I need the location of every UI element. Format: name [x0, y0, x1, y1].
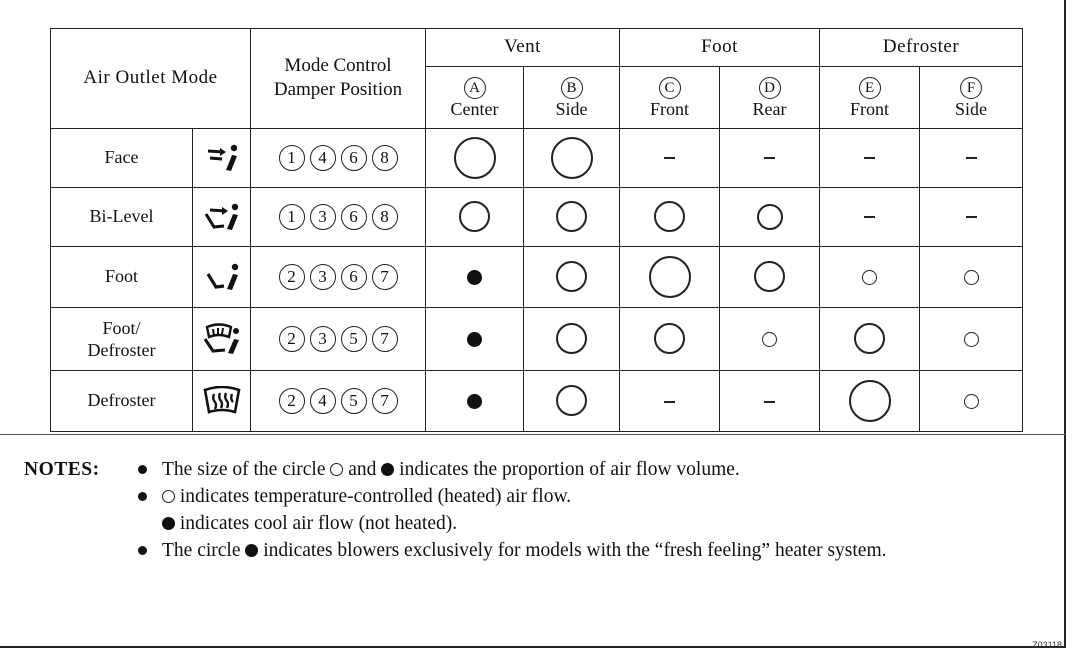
outlet-letter: C	[659, 77, 681, 99]
no-flow-dash	[664, 401, 675, 403]
foot-vent-icon	[193, 246, 251, 307]
damper-positions	[251, 307, 426, 370]
open-circle-icon	[551, 137, 593, 179]
flow-cell	[920, 307, 1023, 370]
flow-cell	[920, 370, 1023, 431]
outlet-header	[620, 66, 720, 128]
note-text: indicates the proportion of air flow volume.	[399, 459, 740, 480]
no-flow-dash	[864, 157, 875, 159]
note-text: The size of the circle	[162, 459, 326, 480]
damper-position-number: 4	[310, 145, 336, 171]
no-flow-dash	[764, 157, 775, 159]
mode-name-line: Face	[104, 147, 139, 168]
damper-position-number: 3	[310, 264, 336, 290]
note-circle-size	[138, 456, 1058, 483]
outlet-header	[426, 66, 524, 128]
flow-cell	[820, 246, 920, 307]
header-group-defroster: Defroster	[820, 29, 1023, 67]
open-circle-icon	[754, 261, 785, 292]
outlet-header	[820, 66, 920, 128]
open-circle-icon	[654, 201, 685, 232]
damper-position-number: 8	[372, 145, 398, 171]
flow-cell	[524, 370, 620, 431]
outlet-header	[920, 66, 1023, 128]
flow-cell	[524, 246, 620, 307]
damper-positions	[251, 370, 426, 431]
flow-cell	[820, 370, 920, 431]
flow-cell	[620, 128, 720, 187]
defroster-icon	[193, 370, 251, 431]
bullet-icon	[138, 465, 147, 474]
flow-cell	[920, 246, 1023, 307]
damper-positions	[251, 246, 426, 307]
table-row	[51, 246, 1023, 307]
mode-name-line: Bi-Level	[89, 206, 154, 227]
solid-circle-icon	[381, 463, 394, 476]
header-group-vent: Vent	[426, 29, 620, 67]
note-cool-flow	[162, 510, 1058, 537]
figure-code: Z03118	[1032, 640, 1062, 650]
open-circle-icon	[862, 270, 877, 285]
outlet-letter: A	[464, 77, 486, 99]
notes-label: NOTES:	[24, 459, 100, 480]
no-flow-dash	[664, 157, 675, 159]
header-damper-position	[251, 29, 426, 129]
header-damper-line1: Mode Control	[284, 55, 392, 77]
mode-name	[51, 246, 193, 307]
outlet-letter: F	[960, 77, 982, 99]
open-circle-icon	[330, 463, 343, 476]
face-vent-icon	[193, 128, 251, 187]
outlet-name: Side	[555, 98, 588, 119]
flow-cell	[820, 128, 920, 187]
damper-positions	[251, 187, 426, 246]
open-circle-icon	[459, 201, 490, 232]
open-circle-icon	[854, 323, 885, 354]
outlet-name: Front	[850, 98, 890, 119]
foot-defroster-icon	[193, 307, 251, 370]
outlet-letter: B	[561, 77, 583, 99]
damper-position-number: 5	[341, 326, 367, 352]
no-flow-dash	[966, 157, 977, 159]
solid-circle-icon	[162, 517, 175, 530]
damper-position-number: 1	[279, 204, 305, 230]
note-fresh-feeling	[138, 537, 1058, 564]
bullet-icon	[138, 492, 147, 501]
open-circle-icon	[964, 332, 979, 347]
flow-cell	[524, 187, 620, 246]
table-row	[51, 370, 1023, 431]
damper-position-number: 3	[310, 204, 336, 230]
flow-cell	[620, 307, 720, 370]
no-flow-dash	[764, 401, 775, 403]
flow-cell	[720, 307, 820, 370]
solid-circle-icon	[245, 544, 258, 557]
mode-name	[51, 307, 193, 370]
flow-cell	[820, 187, 920, 246]
mode-name	[51, 128, 193, 187]
outlet-letter: E	[859, 77, 881, 99]
damper-position-number: 6	[341, 264, 367, 290]
open-circle-icon	[454, 137, 496, 179]
damper-position-number: 7	[372, 264, 398, 290]
flow-cell	[720, 370, 820, 431]
open-circle-icon	[964, 270, 979, 285]
damper-position-number: 5	[341, 388, 367, 414]
outlet-letter: D	[759, 77, 781, 99]
flow-cell	[426, 307, 524, 370]
mode-name	[51, 187, 193, 246]
outlet-header	[524, 66, 620, 128]
note-text: The circle	[162, 540, 241, 561]
damper-position-number: 1	[279, 145, 305, 171]
damper-position-number: 4	[310, 388, 336, 414]
damper-position-number: 2	[279, 388, 305, 414]
flow-cell	[720, 128, 820, 187]
damper-position-number: 3	[310, 326, 336, 352]
flow-cell	[820, 307, 920, 370]
mode-name-line: Defroster	[87, 339, 156, 360]
mode-name-line: Foot	[104, 266, 138, 287]
outlet-name: Side	[955, 98, 988, 119]
flow-cell	[426, 246, 524, 307]
solid-circle-icon	[467, 394, 482, 409]
table-row	[51, 187, 1023, 246]
mode-name	[51, 370, 193, 431]
table-row	[51, 307, 1023, 370]
header-group-foot: Foot	[620, 29, 820, 67]
header-air-outlet-mode: Air Outlet Mode	[51, 29, 251, 129]
open-circle-icon	[757, 204, 783, 230]
note-text: indicates temperature-controlled (heated) air flow.	[179, 486, 572, 507]
damper-position-number: 6	[341, 145, 367, 171]
open-circle-icon	[964, 394, 979, 409]
flow-cell	[720, 246, 820, 307]
damper-positions	[251, 128, 426, 187]
flow-cell	[426, 128, 524, 187]
bi-level-vent-icon	[193, 187, 251, 246]
page-divider	[0, 434, 1066, 435]
flow-cell	[426, 370, 524, 431]
flow-cell	[524, 128, 620, 187]
note-text: indicates cool air flow (not heated).	[179, 513, 458, 534]
mode-name-line: Foot/	[102, 317, 141, 338]
damper-position-number: 7	[372, 326, 398, 352]
open-circle-icon	[654, 323, 685, 354]
open-circle-icon	[849, 380, 891, 422]
open-circle-icon	[162, 490, 175, 503]
flow-cell	[524, 307, 620, 370]
damper-position-number: 7	[372, 388, 398, 414]
flow-cell	[620, 370, 720, 431]
solid-circle-icon	[467, 270, 482, 285]
open-circle-icon	[649, 256, 691, 298]
note-text: indicates blowers exclusively for models with the “fresh feeling” heater system.	[263, 540, 887, 561]
damper-position-number: 2	[279, 264, 305, 290]
no-flow-dash	[966, 216, 977, 218]
header-damper-line2: Damper Position	[273, 79, 403, 101]
bullet-icon	[138, 546, 147, 555]
flow-cell	[920, 128, 1023, 187]
outlet-name: Front	[650, 98, 690, 119]
damper-position-number: 8	[372, 204, 398, 230]
table-row	[51, 128, 1023, 187]
damper-position-number: 6	[341, 204, 367, 230]
flow-cell	[620, 246, 720, 307]
no-flow-dash	[864, 216, 875, 218]
note-text: and	[348, 459, 377, 480]
damper-position-number: 2	[279, 326, 305, 352]
mode-name-line: Defroster	[87, 390, 156, 411]
flow-cell	[720, 187, 820, 246]
solid-circle-icon	[467, 332, 482, 347]
open-circle-icon	[556, 261, 587, 292]
air-outlet-mode-table	[50, 28, 1023, 432]
flow-cell	[426, 187, 524, 246]
outlet-header	[720, 66, 820, 128]
open-circle-icon	[556, 201, 587, 232]
open-circle-icon	[762, 332, 777, 347]
flow-cell	[620, 187, 720, 246]
outlet-name: Center	[450, 98, 499, 119]
open-circle-icon	[556, 385, 587, 416]
outlet-name: Rear	[752, 98, 787, 119]
open-circle-icon	[556, 323, 587, 354]
flow-cell	[920, 187, 1023, 246]
note-heated-flow	[138, 483, 1058, 537]
